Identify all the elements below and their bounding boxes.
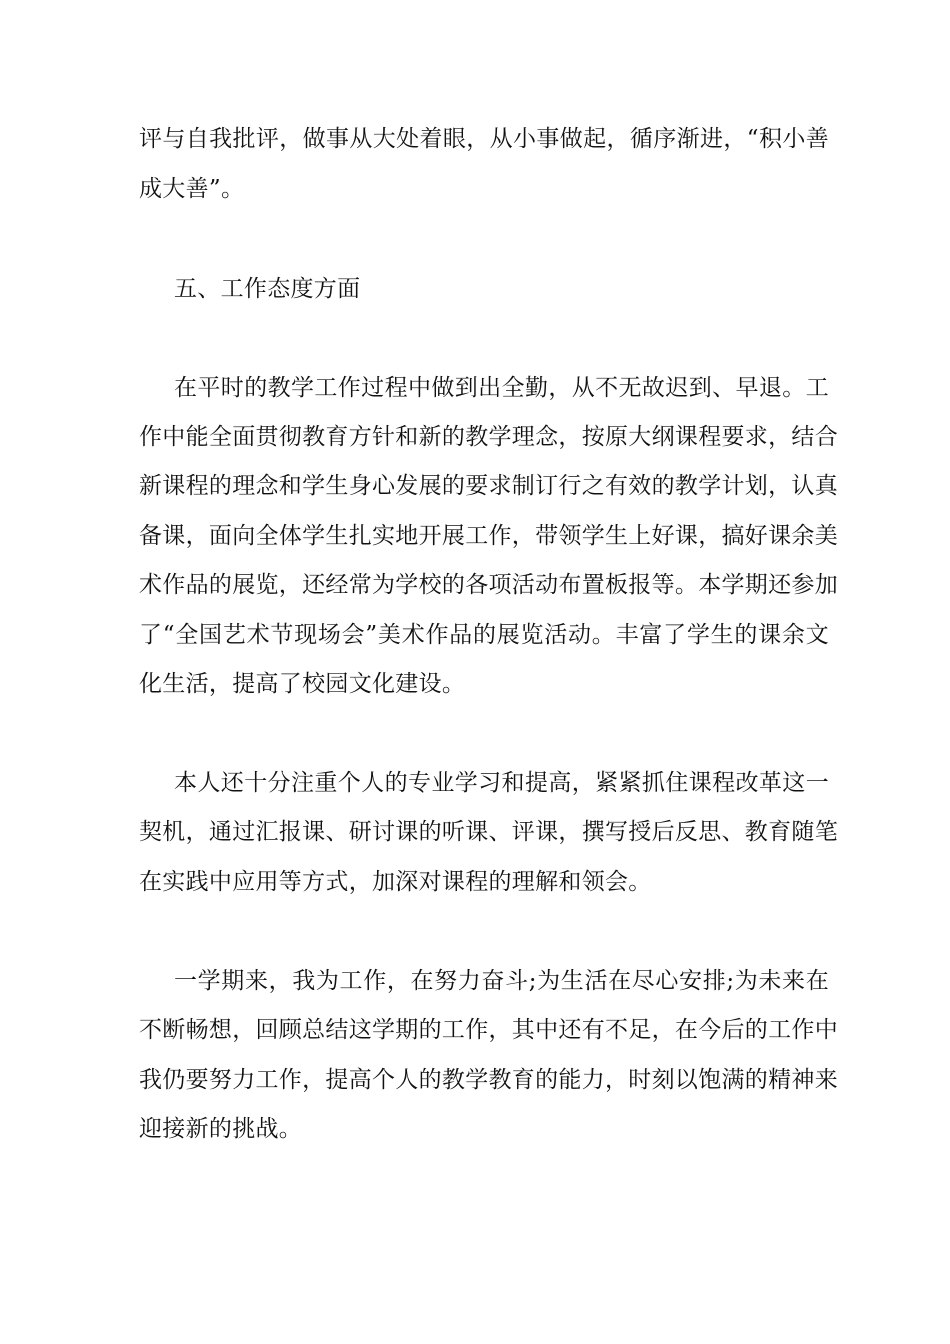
paragraph-line: 化生活，提高了校园文化建设。 [139, 671, 466, 697]
section-heading: 五、工作态度方面 [174, 276, 361, 302]
paragraph-line: 作中能全面贯彻教育方针和新的教学理念，按原大纲课程要求，结合 [139, 424, 838, 450]
paragraph-line: 契机，通过汇报课、研讨课的听课、评课，撰写授后反思、教育随笔 [139, 819, 838, 845]
paragraph-line: 成大善”。 [139, 176, 245, 202]
paragraph-line: 术作品的展览，还经常为学校的各项活动布置板报等。本学期还参加 [139, 572, 838, 598]
paragraph-line: 了“全国艺术节现场会”美术作品的展览活动。丰富了学生的课余文 [139, 622, 829, 648]
paragraph-line: 一学期来，我为工作，在努力奋斗;为生活在尽心安排;为未来在 [174, 968, 829, 994]
paragraph-line: 迎接新的挑战。 [139, 1116, 303, 1142]
paragraph-line: 备课，面向全体学生扎实地开展工作，带领学生上好课，搞好课余美 [139, 523, 838, 549]
paragraph-line: 评与自我批评，做事从大处着眼，从小事做起，循序渐进，“积小善 [139, 126, 829, 152]
paragraph-line: 在平时的教学工作过程中做到出全勤，从不无故迟到、早退。工 [174, 375, 829, 401]
paragraph-line: 本人还十分注重个人的专业学习和提高，紧紧抓住课程改革这一 [174, 770, 829, 796]
paragraph-line: 我仍要努力工作，提高个人的教学教育的能力，时刻以饱满的精神来 [139, 1067, 838, 1093]
paragraph-line: 在实践中应用等方式，加深对课程的理解和领会。 [139, 869, 652, 895]
paragraph-line: 新课程的理念和学生身心发展的要求制订行之有效的教学计划，认真 [139, 473, 838, 499]
paragraph-line: 不断畅想，回顾总结这学期的工作，其中还有不足，在今后的工作中 [139, 1017, 838, 1043]
